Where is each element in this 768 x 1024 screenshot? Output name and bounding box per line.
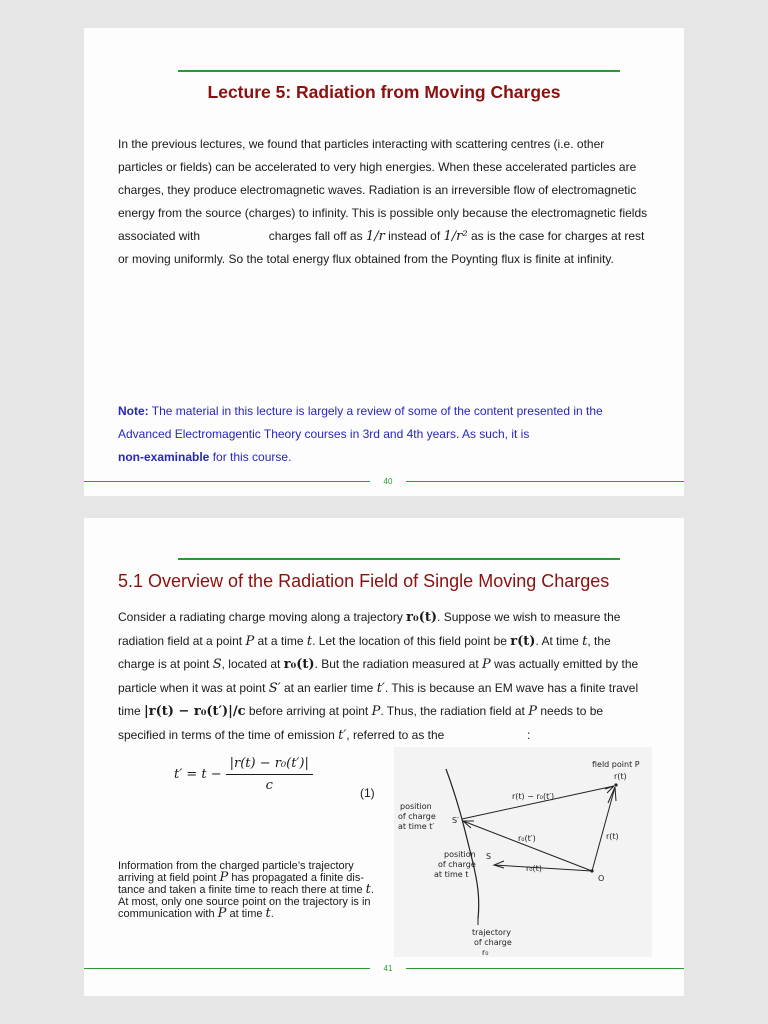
text: before arriving at point: [248, 704, 369, 718]
label-r0-tprime: r₀(t′): [518, 834, 536, 843]
trajectory-curve: [446, 769, 479, 919]
label-position-prev: position: [400, 802, 432, 811]
footer-rule-left: [84, 481, 370, 482]
eq-fraction: [226, 756, 313, 793]
text: , located at: [221, 657, 281, 671]
note-bold: non-examinable: [118, 450, 210, 464]
text: needs to be specified in terms of the time of emission: [118, 704, 604, 742]
arrowhead: [608, 787, 616, 803]
eq-numerator: |r(t) − r₀(t′)|: [226, 756, 313, 775]
footer: [84, 964, 684, 974]
text: Consider a radiating charge moving along a trajectory: [118, 610, 403, 624]
vector-r0-t: [494, 865, 592, 871]
top-rule: [178, 558, 620, 560]
text: Information from the charged particle’s trajectory arriving at field point: [118, 860, 354, 884]
text: , referred to as the: [346, 727, 445, 742]
vector-r-minus-r0: [462, 786, 614, 819]
math-t: t: [265, 906, 271, 921]
text: . At time: [535, 633, 579, 648]
section-title: 5.1 Overview of the Radiation Field of Single Moving Charges: [118, 571, 610, 591]
math-P: P: [245, 633, 255, 649]
label-r-t-top: r(t): [614, 772, 627, 781]
math-r0-t: r₀(t): [406, 610, 438, 625]
page-number: 41: [383, 964, 393, 973]
math-S: S: [212, 657, 222, 672]
text: :: [527, 727, 531, 742]
footer-rule-left: [84, 968, 370, 969]
math-t: t: [306, 633, 313, 649]
math-t-prime: t′: [376, 680, 385, 696]
label-position-now: at time t: [434, 870, 469, 879]
slide-title: Lecture 5: Radiation from Moving Charges: [207, 82, 561, 102]
label-trajectory: of charge: [474, 938, 512, 947]
note-end: for this course.: [212, 450, 292, 464]
text: at a time: [257, 633, 304, 648]
label-S-prime: S′: [452, 816, 459, 825]
text: . Suppose we wish to measure the radiation field at a point: [118, 610, 621, 648]
label-position-now: position: [444, 850, 476, 859]
footer-rule-right: [406, 968, 684, 969]
text: .: [270, 908, 274, 920]
footer: [84, 477, 684, 487]
slide-section-5-1: [84, 518, 684, 996]
retarded-time-equation: [174, 756, 313, 793]
note-text: The material in this lecture is largely a review of some of the content presented in the Advanced Electromagentic Theory courses in 3rd and 4th years. As such, it is: [118, 404, 603, 441]
math-P: P: [528, 704, 537, 719]
text: . At most, only one source point on the trajectory is in communication with: [118, 884, 374, 920]
label-S: S: [486, 852, 492, 861]
note-block: [118, 400, 658, 469]
math-r0-t: r₀(t): [283, 657, 315, 672]
text: was actually emitted by the particle when it was at point: [118, 657, 639, 695]
text: at an earlier time: [283, 680, 374, 695]
math-travel-time: |r(t) − r₀(t′)|/c: [144, 704, 246, 719]
label-r-minus-r0: r(t) − r₀(t′): [512, 792, 555, 801]
math-t: t: [582, 633, 588, 649]
label-position-prev: at time t′: [398, 822, 435, 831]
intro-paragraph: [118, 133, 648, 271]
slide-lecture-5: [84, 28, 684, 496]
trajectory-diagram: [394, 747, 652, 957]
note-label: Note:: [118, 404, 149, 418]
intro-text-b: charges fall off as: [268, 229, 363, 243]
top-rule: [178, 70, 620, 72]
text: at time: [229, 908, 263, 920]
math-P: P: [217, 906, 227, 921]
text: has propagated a finite dis- tance and taken a finite time to reach there at time: [118, 872, 365, 896]
text: , the charge is at point: [118, 633, 611, 671]
label-origin: O: [598, 874, 605, 883]
equation-number: (1): [360, 786, 375, 800]
intro-text-a: In the previous lectures, we found that particles interacting with scattering centres (i.e. other particles or fields) can be accelerated to very high energies. When these accelerated particles are charges, they produce electromagnetic waves. Radiation is an irreversible flow of electromagnetic energy from the source (charges) to infinity. This is possible only because the electromagnetic fields associated with: [118, 137, 648, 243]
page-number: 40: [383, 477, 393, 486]
text: . Let the location of this field point be: [312, 633, 507, 648]
trajectory-sketch: [394, 747, 652, 957]
text: . Thus, the radiation field at: [380, 704, 525, 718]
math-S-prime: S′: [268, 680, 281, 696]
math-one-over-r-squared: 1/r²: [443, 229, 468, 244]
math-r-t: r(t): [510, 633, 536, 649]
math-one-over-r: 1/r: [365, 229, 385, 244]
field-point-dot: [614, 783, 617, 786]
math-P: P: [219, 870, 229, 885]
footer-rule-right: [406, 481, 684, 482]
math-P: P: [482, 657, 491, 672]
label-trajectory: trajectory: [472, 928, 511, 937]
arrowhead: [494, 861, 504, 868]
label-position-prev: of charge: [398, 812, 436, 821]
text: . This is because an EM wave has a finite travel time: [118, 680, 639, 718]
math-t: t: [365, 882, 371, 897]
label-r-t: r(t): [606, 832, 619, 841]
label-position-now: of charge: [438, 860, 476, 869]
eq-lhs: t′ = t −: [174, 767, 222, 782]
math-P: P: [371, 704, 381, 719]
caption-paragraph: [118, 860, 386, 920]
text: . But the radiation measured at: [314, 657, 479, 671]
intro-text-instead: instead of: [388, 229, 441, 243]
vector-r-t: [592, 787, 615, 871]
eq-denominator: c: [265, 778, 273, 793]
label-trajectory-symbol: r₀: [482, 948, 489, 957]
intro-text-c: as is the case for charges at rest or moving uniformly. So the total energy flux obtained from the Poynting flux is finite at infinity.: [118, 229, 645, 266]
label-field-point: field point P: [592, 760, 640, 769]
label-r0-t: r₀(t): [526, 864, 542, 873]
math-t-prime: t′: [338, 727, 347, 743]
overview-paragraph: [118, 606, 648, 747]
